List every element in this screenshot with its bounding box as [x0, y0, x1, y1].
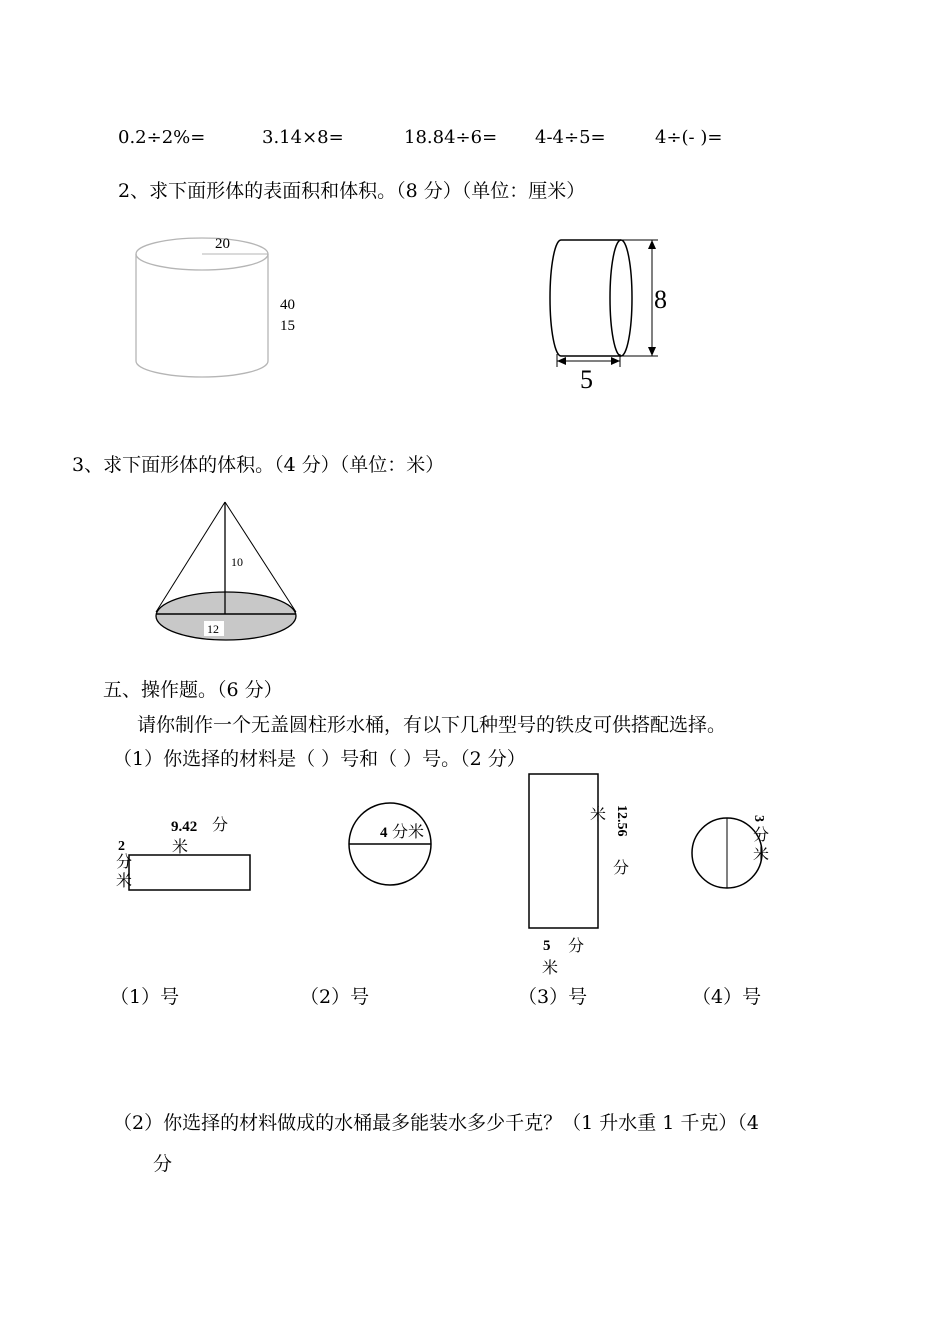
- rect3-bottom-unit-b: 米: [542, 960, 559, 977]
- shape-1-rectangle: [110, 810, 260, 900]
- shape-3-label: （3）号: [518, 986, 588, 1008]
- width-arrow-right: [611, 357, 620, 365]
- shape-1-label: （1）号: [110, 986, 180, 1008]
- calc-item-5: 4÷(- )=: [655, 127, 723, 148]
- height-arrow-top: [648, 240, 656, 249]
- rect3-bottom-number: 5: [543, 938, 551, 954]
- rect1-width-unit-a: 分: [116, 854, 133, 871]
- calc-item-2: 3.14×8=: [262, 127, 344, 148]
- rect3-bottom-unit-a: 分: [568, 938, 585, 955]
- circle2-unit: 分米: [392, 824, 425, 841]
- circle4-number: 3: [751, 815, 766, 822]
- calc-item-1: 0.2÷2%=: [118, 127, 206, 148]
- q5-title: 五、操作题。（6 分）: [103, 679, 283, 701]
- calculation-row: [0, 127, 950, 149]
- height-arrow-bottom: [648, 347, 656, 356]
- rect1-length-unit-b: 米: [172, 839, 189, 856]
- rectangle-3: [529, 774, 598, 928]
- cylinder-diameter-label: 20: [215, 236, 230, 252]
- q5-part2-line1: （2）你选择的材料做成的水桶最多能装水多少千克？（1 升水重 1 千克）（4: [113, 1112, 759, 1134]
- cone-base: [156, 592, 296, 640]
- rect1-width-number: 2: [118, 839, 125, 854]
- shape-3-rectangle: [520, 765, 645, 980]
- q5-part1: （1）你选择的材料是（ ）号和（ ）号。（2 分）: [113, 748, 526, 770]
- cylinder-height-label-a: 40: [280, 297, 295, 313]
- rectangle-1: [129, 855, 250, 890]
- shape-4-label: （4）号: [692, 986, 762, 1008]
- cone-figure: [150, 495, 310, 650]
- rect3-side-number: 12.56: [614, 805, 629, 837]
- q5-intro: 请你制作一个无盖圆柱形水桶，有以下几种型号的铁皮可供搭配选择。: [137, 714, 727, 736]
- shape-2-circle: [340, 800, 450, 895]
- q3-title: 3、求下面形体的体积。（4 分）（单位：米）: [72, 454, 445, 476]
- rect3-side-unit-top: 米: [590, 807, 607, 824]
- lying-cylinder-left-arc: [550, 240, 561, 356]
- lying-cylinder-face: [610, 240, 632, 356]
- q5-part2-line2: 分: [153, 1153, 173, 1175]
- cone-height-label: 10: [231, 555, 243, 569]
- lying-cylinder-figure: [540, 230, 680, 395]
- calc-item-4: 4-4÷5=: [535, 127, 606, 148]
- width-arrow-left: [557, 357, 566, 365]
- rect1-width-unit-b: 米: [116, 873, 133, 890]
- cylinder-height-label-b: 15: [280, 318, 295, 334]
- rect1-length-unit-a: 分: [212, 817, 229, 834]
- circle2-number: 4: [380, 825, 388, 841]
- cone-diameter-label: 12: [207, 622, 219, 636]
- calc-item-3: 18.84÷6=: [404, 127, 498, 148]
- height-label: 8: [654, 285, 667, 314]
- circle4-unit-b: 米: [753, 847, 770, 864]
- cylinder-bottom-arc: [136, 361, 268, 377]
- q2-title: 2、求下面形体的表面积和体积。（8 分）（单位：厘米）: [118, 180, 586, 202]
- width-label: 5: [580, 365, 593, 394]
- circle4-unit-a: 分: [753, 827, 770, 844]
- rect1-length-number: 9.42: [171, 819, 198, 835]
- shape-4-circle: [685, 810, 785, 895]
- open-cylinder-figure: [120, 225, 320, 390]
- shape-2-label: （2）号: [300, 986, 370, 1008]
- rect3-side-unit: 分: [613, 860, 630, 877]
